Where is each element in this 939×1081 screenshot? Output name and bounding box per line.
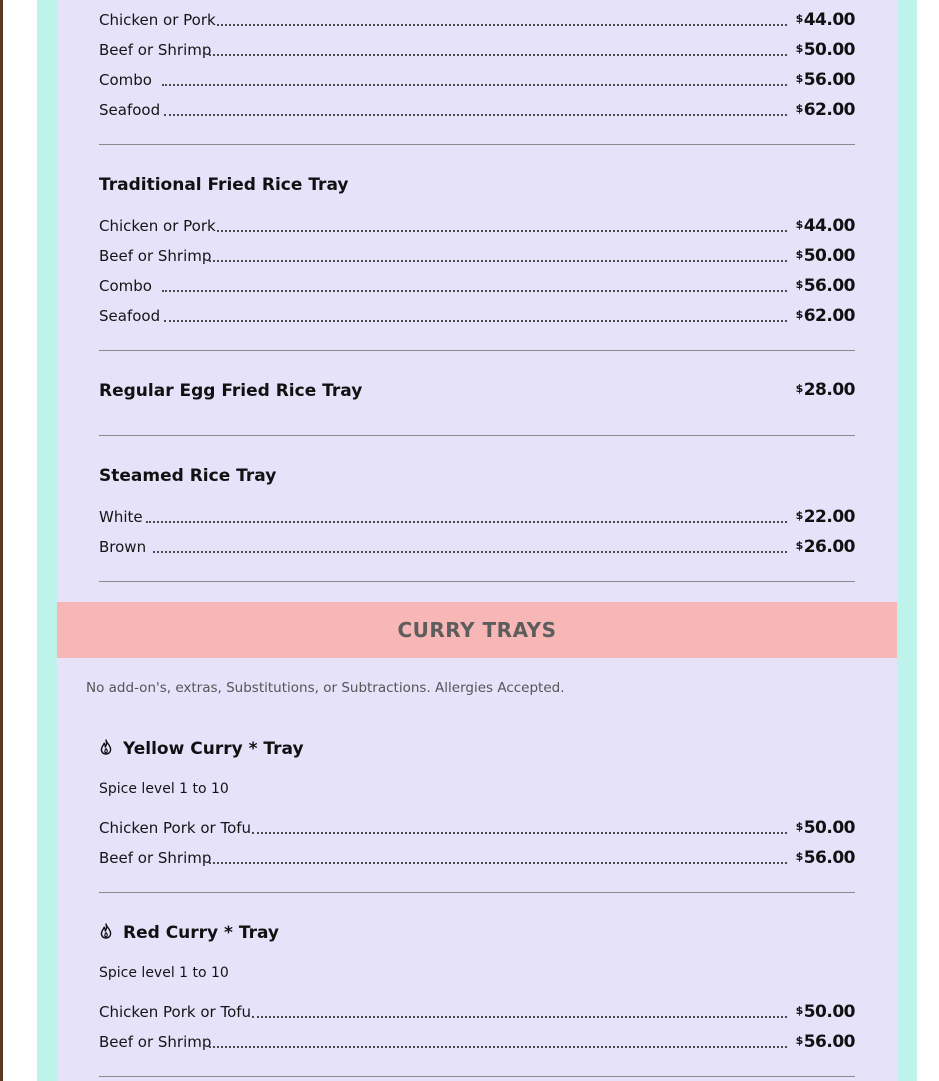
menu-item-label: Combo <box>99 71 152 89</box>
menu-item-label: Seafood <box>99 307 161 325</box>
spice-level-text: Spice level 1 to 10 <box>99 781 229 797</box>
curry-trays-banner <box>57 602 897 658</box>
menu-item-label: Chicken or Pork <box>99 11 216 29</box>
leader-dots <box>252 1016 787 1018</box>
leader-dots <box>153 551 787 553</box>
menu-item-price: $50.00 <box>795 246 855 266</box>
section-title: Steamed Rice Tray <box>99 466 277 486</box>
menu-item-label: Beef or Shrimp <box>99 1033 212 1051</box>
menu-item-price: $50.00 <box>795 1002 855 1022</box>
menu-item-price: $50.00 <box>795 818 855 838</box>
menu-item-price: $56.00 <box>795 70 855 90</box>
curry-note: No add-on's, extras, Substitutions, or Subtractions. Allergies Accepted. <box>86 680 565 696</box>
menu-item-label: Beef or Shrimp <box>99 41 212 59</box>
leader-dots <box>209 1046 787 1048</box>
leader-dots <box>252 832 787 834</box>
left-edge-strip <box>0 0 3 1081</box>
menu-item-label: White <box>99 508 143 526</box>
banner-title: CURRY TRAYS <box>397 618 557 642</box>
menu-item-price: $22.00 <box>795 507 855 527</box>
section-divider <box>99 892 855 893</box>
menu-item-label: Chicken or Pork <box>99 217 216 235</box>
flame-icon <box>99 739 113 755</box>
menu-item-price: $62.00 <box>795 306 855 326</box>
menu-item-label: Brown <box>99 538 147 556</box>
leader-dots <box>162 84 787 86</box>
flame-icon <box>99 923 113 939</box>
leader-dots <box>209 54 787 56</box>
section-divider <box>99 581 855 582</box>
menu-item-price: $56.00 <box>795 1032 855 1052</box>
leader-dots <box>162 290 787 292</box>
menu-item-price: $26.00 <box>795 537 855 557</box>
section-divider <box>99 435 855 436</box>
leader-dots <box>164 320 787 322</box>
menu-item-price: $56.00 <box>795 276 855 296</box>
menu-item-price: $62.00 <box>795 100 855 120</box>
leader-dots <box>209 260 787 262</box>
section-divider <box>99 144 855 145</box>
section-title: Yellow Curry * Tray <box>123 739 304 759</box>
menu-item-label: Beef or Shrimp <box>99 247 212 265</box>
leader-dots <box>217 230 787 232</box>
menu-item-price: $28.00 <box>795 380 855 400</box>
menu-item-price: $50.00 <box>795 40 855 60</box>
menu-item-price: $44.00 <box>795 216 855 236</box>
section-divider <box>99 1076 855 1077</box>
section-title: Red Curry * Tray <box>123 923 280 943</box>
menu-item-price: $44.00 <box>795 10 855 30</box>
section-divider <box>99 350 855 351</box>
leader-dots <box>209 862 787 864</box>
menu-item-label: Beef or Shrimp <box>99 849 212 867</box>
leader-dots <box>146 521 787 523</box>
menu-panel <box>57 0 897 1081</box>
section-title: Traditional Fried Rice Tray <box>99 175 349 195</box>
menu-item-label: Chicken Pork or Tofu <box>99 819 252 837</box>
menu-item-price: $56.00 <box>795 848 855 868</box>
menu-item-label: Seafood <box>99 101 161 119</box>
leader-dots <box>164 114 787 116</box>
leader-dots <box>217 24 787 26</box>
menu-item-label: Combo <box>99 277 152 295</box>
section-title: Regular Egg Fried Rice Tray <box>99 381 363 401</box>
spice-level-text: Spice level 1 to 10 <box>99 965 229 981</box>
menu-item-label: Chicken Pork or Tofu <box>99 1003 252 1021</box>
